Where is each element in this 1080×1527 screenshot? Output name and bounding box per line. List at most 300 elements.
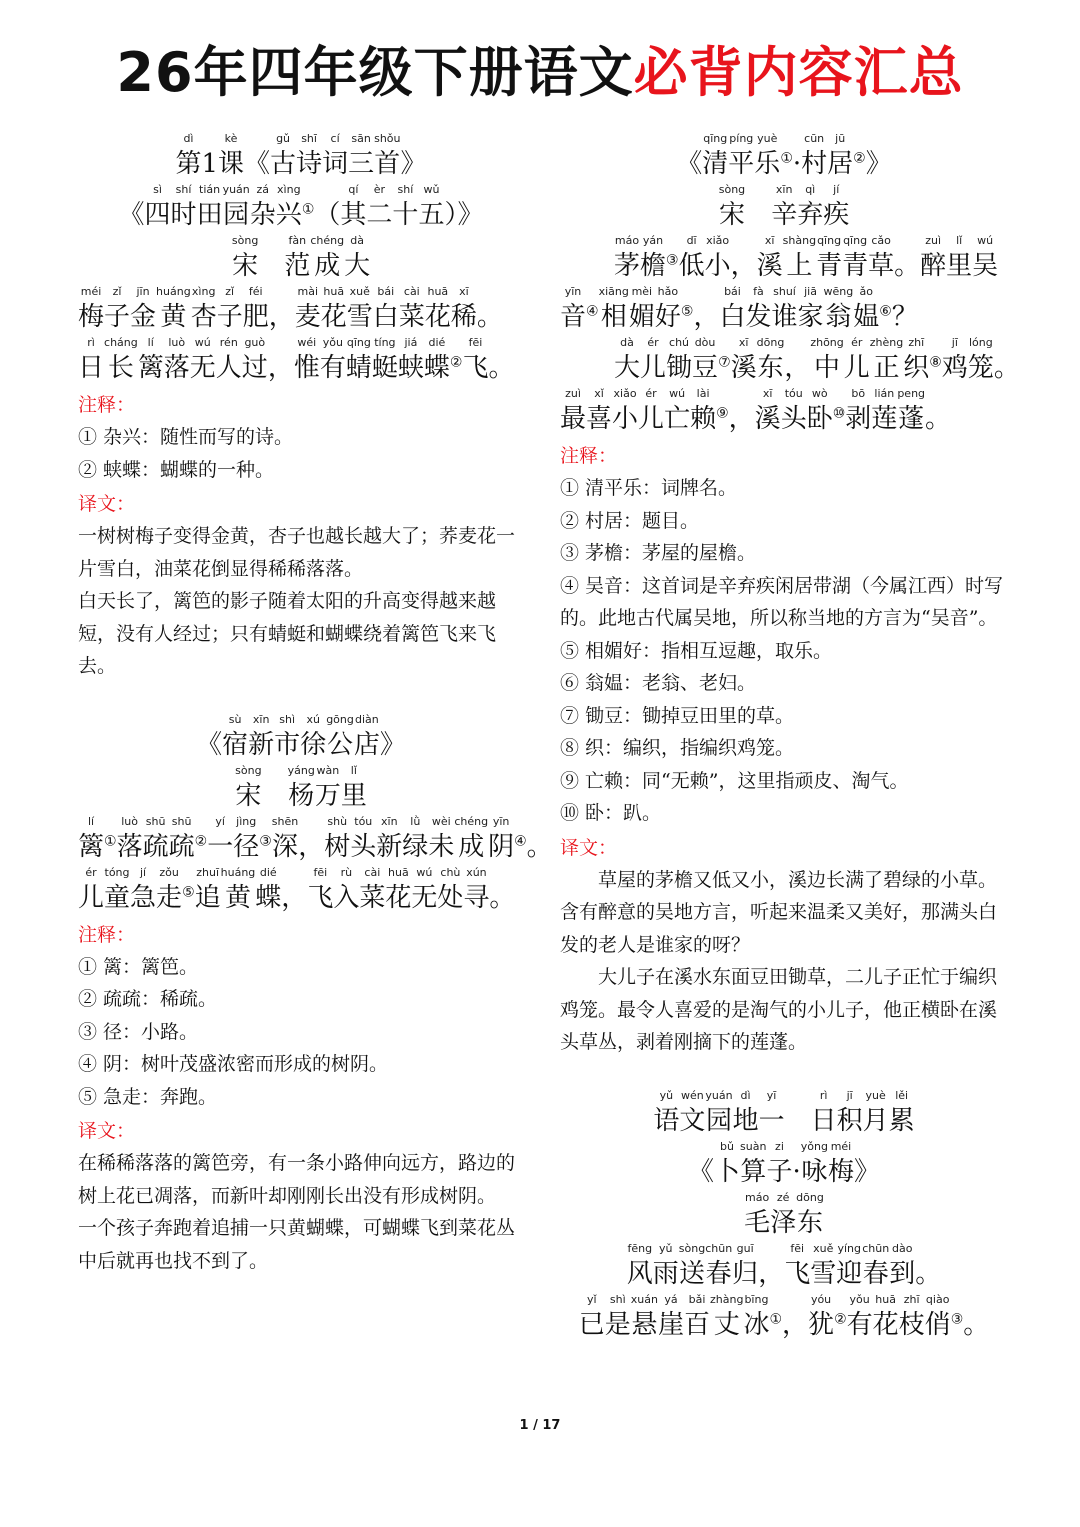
hanzi: 过 (241, 353, 268, 383)
char-unit (605, 1293, 631, 1344)
hanzi: ， (758, 1258, 785, 1289)
hanzi: 落 (163, 353, 190, 383)
pinyin: chéng (310, 234, 345, 247)
char-unit (489, 866, 515, 917)
char-unit (729, 387, 755, 438)
hanzi: 清 (702, 149, 729, 179)
char-unit (451, 285, 477, 336)
pinyin: zǐ (112, 285, 122, 298)
char-unit (298, 815, 324, 866)
hanzi: 里 (340, 780, 367, 811)
hanzi: ， (730, 251, 757, 281)
hanzi: 蜓 (371, 353, 398, 383)
hanzi (666, 248, 679, 285)
pinyin: méi (830, 1139, 852, 1153)
char-unit (892, 285, 918, 336)
char-unit (104, 336, 138, 387)
hanzi: 地 (732, 1105, 759, 1136)
char-unit (195, 815, 208, 866)
char-unit (586, 285, 599, 336)
hanzi: 锄 (666, 353, 693, 383)
hanzi: 有 (846, 1309, 873, 1340)
section-label: 译文： (560, 836, 618, 859)
annotation-item: ③ 茅檐：茅屋的屋檐。 (560, 542, 757, 564)
hanzi: 。 (993, 353, 1020, 383)
pinyin-line (78, 336, 524, 387)
hanzi (716, 401, 729, 438)
char-unit (197, 183, 223, 234)
pinyin: jī (951, 336, 958, 349)
char-unit (810, 1242, 836, 1293)
hanzi: 卜 (714, 1156, 741, 1187)
hanzi: 草 (868, 251, 895, 281)
char-unit (629, 285, 655, 336)
hanzi: 枝 (898, 1309, 925, 1340)
pinyin: diàn (354, 712, 379, 726)
pinyin: ér (645, 387, 657, 400)
pinyin: ér (851, 336, 863, 349)
char-unit (702, 132, 728, 183)
char-unit (560, 285, 586, 336)
annotation-item: ⑨ 亡赖：同“无赖”，这里指顽皮、淘气。 (560, 769, 909, 792)
char-unit (376, 815, 402, 866)
hanzi: 春 (862, 1258, 889, 1289)
char-unit (117, 815, 143, 866)
hanzi: ）》 (444, 200, 484, 230)
char-unit (326, 713, 354, 764)
char-unit (359, 866, 385, 917)
hanzi: 梅 (78, 302, 105, 332)
char-unit (968, 336, 994, 387)
footnote-marker: ④ (586, 303, 599, 320)
char-unit (222, 713, 248, 764)
hanzi (681, 299, 694, 336)
char-unit (380, 713, 406, 764)
footnote-marker: ① (769, 1310, 783, 1327)
footnote-marker: ① (780, 150, 793, 167)
char-unit (437, 866, 463, 917)
char-unit (78, 815, 104, 866)
char-unit (792, 1140, 800, 1191)
char-unit (385, 866, 411, 917)
char-unit (294, 336, 320, 387)
pinyin: lí (147, 336, 154, 349)
pinyin: chūn (862, 1241, 890, 1255)
footnote-marker: ⑨ (716, 405, 729, 422)
char-unit (399, 285, 425, 336)
hanzi (302, 197, 315, 234)
hanzi: 金 (130, 302, 157, 332)
hanzi: 《 (244, 149, 271, 179)
hanzi: 豆 (692, 353, 719, 383)
section-gap (78, 683, 524, 713)
hanzi: 徐 (300, 729, 327, 760)
pinyin: yuán (222, 183, 250, 196)
char-unit (862, 1242, 889, 1293)
char-unit (259, 815, 272, 866)
char-unit (560, 387, 586, 438)
char-unit (143, 815, 169, 866)
footnote-marker: ⑧ (929, 354, 942, 371)
char-unit (156, 866, 182, 917)
hanzi: 走 (156, 882, 183, 913)
hanzi: 亡 (664, 404, 691, 434)
pinyin: bō (851, 387, 866, 400)
hanzi: 溪 (754, 404, 781, 434)
hanzi: 。 (489, 882, 516, 913)
hanzi: 白 (719, 302, 746, 332)
char-unit (488, 815, 514, 866)
char-unit (873, 1293, 899, 1344)
pinyin: cài (403, 285, 420, 298)
annotation-item: ① 清平乐：词牌名。 (560, 477, 738, 499)
char-unit (314, 183, 340, 234)
footnote-marker: ⑤ (182, 883, 195, 900)
hanzi: ， (784, 353, 811, 383)
annotation-item: ⑦ 锄豆：锄掉豆田里的草。 (560, 704, 795, 727)
hanzi (718, 350, 731, 387)
title-highlight: 必背内容汇总 (633, 41, 964, 104)
hanzi: 东 (797, 1207, 824, 1238)
pinyin: fà (753, 285, 764, 298)
pinyin: bái (724, 285, 741, 298)
char-unit (915, 1242, 941, 1293)
char-unit (341, 764, 367, 815)
hanzi: 茅 (614, 251, 641, 281)
pinyin: zǒu (159, 865, 179, 879)
hanzi: 上 (786, 251, 813, 281)
hanzi: 篱 (137, 353, 164, 383)
char-unit (718, 336, 731, 387)
pinyin: qīng (817, 234, 842, 247)
hanzi: 》 (379, 729, 406, 760)
annotation-item: ⑤ 相媚好：指相互逗趣，取乐。 (560, 639, 833, 662)
char-unit (719, 285, 745, 336)
char-unit (745, 183, 771, 234)
pinyin: yuè (757, 132, 778, 145)
pinyin: jiá (404, 336, 418, 349)
page-title (0, 38, 1080, 108)
char-unit (866, 132, 892, 183)
char-unit (217, 285, 243, 336)
hanzi: 弃 (797, 200, 824, 230)
pinyin: yǔ (659, 1241, 673, 1255)
section-label: 注释： (78, 923, 136, 946)
char-unit (450, 336, 463, 387)
hanzi: 已 (578, 1309, 605, 1340)
pinyin: xī (459, 285, 469, 298)
hanzi: 词 (322, 149, 349, 179)
pinyin: jí (833, 183, 840, 196)
pinyin-line (78, 132, 524, 183)
char-unit (903, 336, 929, 387)
char-unit (834, 1293, 847, 1344)
char-unit (477, 285, 503, 336)
pinyin: sù (228, 712, 242, 726)
translation-paragraph: 草屋的茅檐又低又小，溪边长满了碧绿的小草。含有醉意的吴地方言，听起来温柔又美好，那满头白发的老人是谁家的呀？ (560, 868, 998, 956)
char-unit (705, 1242, 732, 1293)
pinyin: zé (776, 1190, 790, 1204)
char-unit (757, 336, 785, 387)
hanzi (450, 350, 463, 387)
char-unit (527, 815, 553, 866)
hanzi: 麦 (294, 302, 321, 332)
char-unit (963, 1293, 989, 1344)
hanzi: 有 (319, 353, 346, 383)
char-unit (693, 285, 719, 336)
translation-paragraph: 一树树梅子变得金黄，杏子也越长越大了；荞麦花一片雪白，油菜花倒显得稀稀落落。 (78, 525, 516, 580)
pinyin: wéi (297, 336, 317, 349)
pinyin: sòng (231, 234, 259, 247)
char-unit (599, 285, 629, 336)
char-unit (690, 387, 716, 438)
hanzi: 花 (320, 302, 347, 332)
annotation-item: ① 杂兴：随性而写的诗。 (78, 426, 294, 448)
pinyin-line (560, 183, 1008, 234)
pinyin: qīng (346, 336, 371, 349)
char-unit (104, 285, 130, 336)
hanzi: 冰 (743, 1309, 770, 1340)
hanzi: 十 (392, 200, 419, 230)
hanzi: 。 (526, 831, 553, 862)
char-unit (769, 1293, 782, 1344)
pinyin-line (560, 132, 1008, 183)
pinyin: chú (669, 336, 690, 349)
hanzi: 花 (424, 302, 451, 332)
annotation-item: ① 篱：篱笆。 (78, 955, 199, 978)
pinyin: ér (85, 865, 97, 879)
pinyin: wú (416, 865, 433, 879)
char-unit (714, 1140, 740, 1191)
char-unit (218, 132, 244, 183)
pinyin: cǎo (871, 234, 891, 247)
pinyin: wàn (316, 763, 340, 777)
char-unit (288, 764, 315, 815)
pinyin: yǒu (322, 336, 343, 349)
char-unit (333, 866, 359, 917)
char-unit (138, 336, 164, 387)
hanzi: 平 (728, 149, 755, 179)
pinyin: zǐ (225, 285, 235, 298)
hanzi: 《 (196, 729, 223, 760)
hanzi: ？ (891, 302, 918, 332)
char-unit (925, 1293, 951, 1344)
char-unit (424, 336, 450, 387)
char-unit (796, 1191, 824, 1242)
pinyin: xuě (813, 1241, 834, 1255)
char-unit (797, 183, 823, 234)
footnote-marker: ④ (514, 832, 527, 849)
translation-paragraph: ④ 吴音：这首词是辛弃疾闲居带湖（今属江西）时写的。此地古代属吴地，所以称当地的方言为“吴音”。 (560, 574, 1004, 629)
hanzi: 溪 (730, 353, 757, 383)
pinyin: zá (256, 183, 270, 196)
char-unit (780, 132, 793, 183)
hanzi: 课 (218, 149, 245, 179)
char-unit (754, 132, 780, 183)
hanzi (834, 1307, 847, 1344)
pinyin: jū (835, 132, 846, 145)
char-unit (354, 713, 380, 764)
char-unit (262, 764, 288, 815)
hanzi: 莲 (871, 404, 898, 434)
hanzi: 宋 (232, 251, 259, 281)
char-unit (104, 815, 117, 866)
char-unit (462, 336, 488, 387)
hanzi: 卧 (806, 404, 833, 434)
hanzi: 累 (888, 1105, 915, 1136)
pinyin: rì (87, 336, 95, 349)
hanzi: 疏 (168, 831, 195, 862)
char-unit (130, 285, 156, 336)
hanzi: 其 (340, 200, 367, 230)
hanzi: 蛱 (397, 353, 424, 383)
char-unit (190, 336, 216, 387)
pinyin-line (78, 866, 524, 917)
char-unit (889, 1089, 915, 1140)
char-unit (248, 713, 274, 764)
pinyin: èr (373, 183, 386, 196)
hanzi: 。 (925, 404, 952, 434)
pinyin: dì (183, 132, 194, 145)
hanzi: 头 (350, 831, 377, 862)
pinyin: lí (87, 814, 95, 828)
hanzi: 溪 (756, 251, 783, 281)
hanzi: 飞 (307, 882, 334, 913)
pinyin: fēng (627, 1241, 653, 1255)
hanzi: 中 (814, 353, 841, 383)
hanzi: 宋 (718, 200, 745, 230)
char-unit (340, 183, 366, 234)
pinyin: huā (323, 285, 345, 298)
hanzi: 园 (705, 1105, 732, 1136)
pinyin: xiāng (598, 285, 629, 298)
hanzi: 绿 (402, 831, 429, 862)
char-unit (972, 234, 998, 285)
hanzi: 成 (458, 831, 485, 862)
hanzi: 落 (116, 831, 143, 862)
hanzi: 古 (270, 149, 297, 179)
char-unit (705, 1089, 732, 1140)
hanzi: 梅 (827, 1156, 854, 1187)
char-unit (766, 1140, 792, 1191)
pinyin: lěi (895, 1088, 909, 1102)
char-unit (879, 285, 892, 336)
pinyin: qiào (925, 1292, 950, 1306)
annotation-item: ④ 阴：树叶茂盛浓密而形成的树阴。 (78, 1053, 389, 1075)
char-unit (847, 1293, 873, 1344)
hanzi: · (792, 1156, 801, 1187)
pinyin: mài (297, 285, 319, 298)
pinyin: dì (740, 1088, 751, 1102)
pinyin-line (560, 234, 1008, 285)
char-unit (302, 183, 315, 234)
pinyin: yíng (837, 1241, 861, 1255)
hanzi: 杏 (190, 302, 217, 332)
char-unit (731, 234, 757, 285)
char-unit (401, 132, 427, 183)
char-unit (719, 183, 745, 234)
char-unit (942, 336, 968, 387)
char-unit (793, 132, 801, 183)
pinyin: yǐ (586, 1292, 597, 1306)
pinyin: xìng (191, 285, 216, 298)
footnote-marker: ② (194, 832, 208, 849)
hanzi: 公 (327, 729, 354, 760)
pinyin: shū (171, 814, 192, 828)
hanzi: 五 (418, 200, 445, 230)
pinyin-line (78, 764, 524, 815)
hanzi: 深 (272, 831, 299, 862)
hanzi: 积 (836, 1105, 863, 1136)
hanzi: 市 (274, 729, 301, 760)
pinyin: tíng (374, 336, 396, 349)
pinyin: luò (168, 336, 186, 349)
hanzi: 《 (688, 1156, 715, 1187)
pinyin: ǎo (859, 285, 873, 298)
char-unit (770, 1191, 796, 1242)
hanzi: 春 (705, 1258, 732, 1289)
char-unit (853, 285, 879, 336)
pinyin: hǎo (657, 285, 679, 298)
pinyin: rù (340, 865, 353, 879)
char-unit (653, 1089, 679, 1140)
pinyin: jìng (236, 814, 257, 828)
pinyin: sòng (718, 183, 746, 196)
hanzi: 长 (107, 353, 134, 383)
footnote-marker: ② (449, 354, 463, 371)
annotation-item: ③ 径：小路。 (78, 1020, 199, 1043)
char-unit (235, 764, 261, 815)
hanzi: 头 (780, 404, 807, 434)
hanzi: 大 (614, 353, 641, 383)
hanzi: 无 (189, 353, 216, 383)
hanzi (586, 299, 599, 336)
char-unit (951, 1293, 964, 1344)
pinyin: zuì (925, 234, 942, 247)
hanzi: 》 (400, 149, 427, 179)
pinyin: lóng (968, 336, 993, 349)
char-unit (731, 336, 757, 387)
hanzi: 杂 (249, 200, 276, 230)
hanzi: 低 (678, 251, 705, 281)
char-unit (321, 285, 347, 336)
char-unit (195, 866, 221, 917)
hanzi (195, 829, 208, 866)
char-unit (347, 285, 373, 336)
pinyin: cí (330, 132, 340, 145)
char-unit (586, 387, 612, 438)
footnote-marker: ⑥ (879, 303, 892, 320)
char-unit (781, 387, 807, 438)
char-unit (920, 234, 946, 285)
char-unit (164, 336, 190, 387)
hanzi (951, 1307, 964, 1344)
annotation-item: ② 蛱蝶：蝴蝶的一种。 (78, 458, 275, 481)
pinyin: xuán (630, 1292, 658, 1306)
hanzi: 最 (560, 404, 587, 434)
char-unit (743, 1293, 769, 1344)
char-unit (833, 387, 846, 438)
char-unit (807, 387, 833, 438)
hanzi: 菜 (359, 882, 386, 913)
hanzi: 白 (372, 302, 399, 332)
pinyin: chù (440, 865, 461, 879)
char-unit (994, 336, 1020, 387)
hanzi: 小 (704, 251, 731, 281)
pinyin: fēi (313, 865, 328, 879)
hanzi: 》 (865, 149, 892, 179)
pinyin: xìng (277, 183, 301, 196)
